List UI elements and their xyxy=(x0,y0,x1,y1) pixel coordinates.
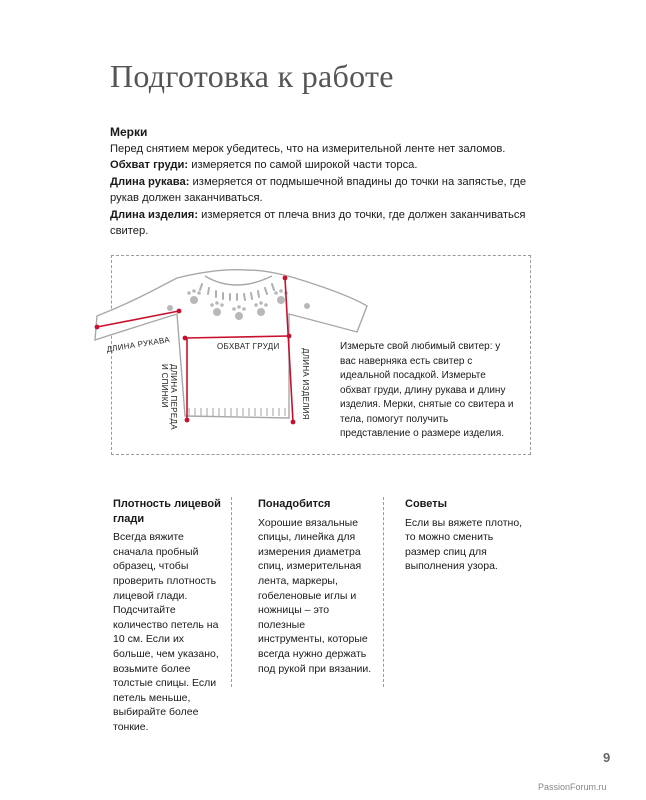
chest-text: измеряется по самой широкой части торса. xyxy=(188,159,418,171)
measures-intro: Перед снятием мерок убедитесь, что на измерительной ленте нет заломов. xyxy=(110,142,506,155)
measures-heading: Мерки xyxy=(110,125,148,139)
sleeve-term: Длина рукава: xyxy=(110,175,190,188)
gauge-heading: Плотность лицевой глади xyxy=(113,498,221,525)
label-garment-length: ДЛИНА ИЗДЕЛИЯ xyxy=(301,348,310,420)
label-chest: ОБХВАТ ГРУДИ xyxy=(217,342,280,351)
supplies-column xyxy=(258,497,384,687)
length-term: Длина изделия: xyxy=(110,208,199,221)
page-number: 9 xyxy=(603,750,611,765)
sleeve-measure xyxy=(110,174,540,207)
supplies-heading: Понадобится xyxy=(258,498,331,510)
chest-measure xyxy=(110,157,540,174)
diagram-note: Измерьте свой любимый свитер: у вас наверняка есть свитер с идеальной посадкой. Измерьте обхват груди, длину рукава и длину изделия. Мерки, снятые со свитера и тела, помогут получить представление о размере изделия. xyxy=(340,341,514,439)
length-text: измеряется от плеча вниз до точки, где должен заканчиваться свитер. xyxy=(110,208,526,237)
chest-term: Обхват груди: xyxy=(110,159,189,171)
page-title: Подготовка к работе xyxy=(110,58,394,94)
supplies-text: Хорошие вязальные спицы, линейка для измерения диаметра спиц, измерительная лента, маркеры, гобеленовые иглы и ножницы – это полезные инструменты, которые всегда нужно держать под рукой при вязании. xyxy=(258,516,372,675)
label-sleeve-length: ДЛИНА РУКАВА xyxy=(105,335,171,354)
tips-text: Если вы вяжете плотно, то можно сменить размер спиц для выполнения узора. xyxy=(405,516,523,573)
gauge-text: Всегда вяжите сначала пробный образец, чтобы проверить плотность лицевой глади. Подсчитайте количество петель на 10 см. Если их больше, чем указано, возьмите более толстые спицы. Если петель меньше, выбирайте более тонкие. xyxy=(113,531,219,733)
sleeve-text: измеряется от подмышечной впадины до точки на запястье, где рукав должен заканчиваться. xyxy=(110,175,527,204)
length-measure xyxy=(110,207,540,240)
label-front-length-1: ДЛИНА ПЕРЕДА xyxy=(169,364,178,430)
watermark: PassionForum.ru xyxy=(538,782,607,792)
tips-column xyxy=(405,497,525,574)
tips-heading: Советы xyxy=(405,498,448,510)
label-front-length-2: И СПИНКИ xyxy=(160,364,169,408)
measures-section xyxy=(110,124,540,240)
gauge-column xyxy=(113,497,232,733)
